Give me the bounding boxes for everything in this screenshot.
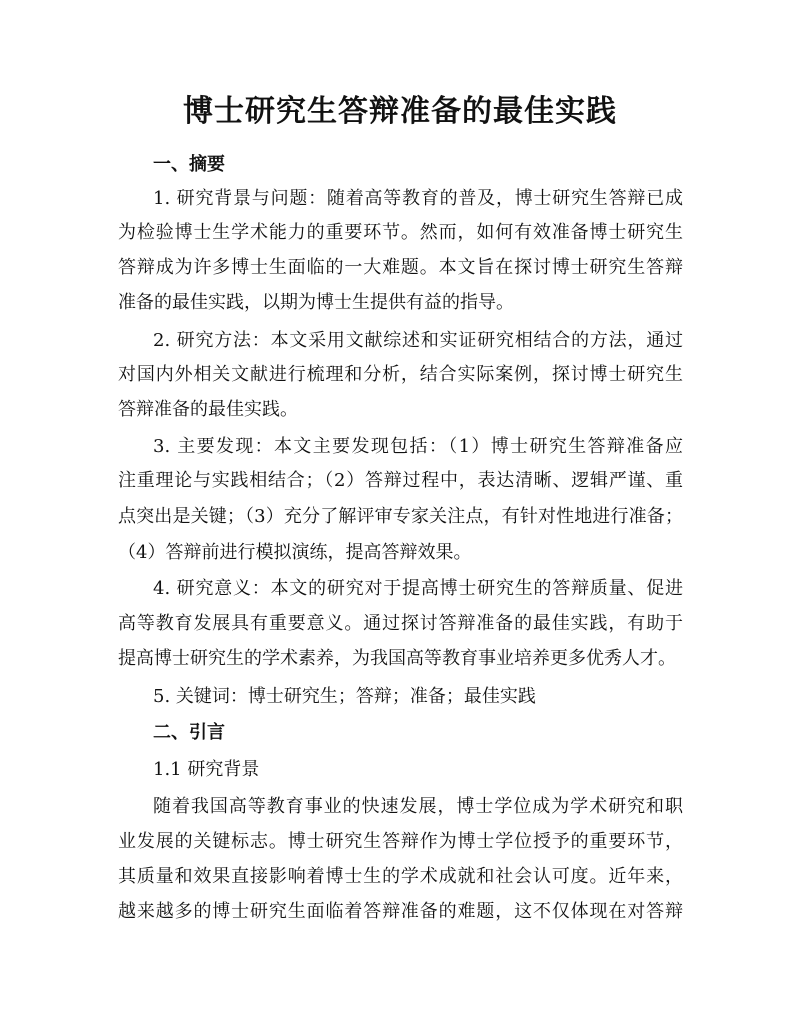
paragraph-line: 1. 研究背景与问题：随着高等教育的普及，博士研究生答辩已成 [153,188,683,209]
paragraph-line: 注重理论与实践相结合；（2）答辩过程中，表达清晰、逻辑严谨、重 [118,470,683,491]
paragraph-line: 答辩成为许多博士生面临的一大难题。本文旨在探讨博士研究生答辩 [118,257,683,278]
paragraph-line: 提高博士研究生的学术素养，为我国高等教育事业培养更多优秀人才。 [118,648,676,669]
keywords-line: 5. 关键词：博士研究生；答辩；准备；最佳实践 [153,686,536,707]
paragraph-line: 高等教育发展具有重要意义。通过探讨答辩准备的最佳实践，有助于 [118,613,683,634]
paragraph-line: 为检验博士生学术能力的重要环节。然而，如何有效准备博士研究生 [118,222,683,243]
document-title: 博士研究生答辩准备的最佳实践 [183,94,617,129]
subsection-heading: 1.1 研究背景 [153,759,260,780]
paragraph-line: 4. 研究意义：本文的研究对于提高博士研究生的答辩质量、促进 [153,578,683,599]
paragraph-line: 2. 研究方法：本文采用文献综述和实证研究相结合的方法，通过 [153,330,683,351]
paragraph-line: 答辩准备的最佳实践。 [118,399,298,420]
paragraph-line: 越来越多的博士研究生面临着答辩准备的难题，这不仅体现在对答辩 [118,901,683,922]
paragraph-line: 对国内外相关文献进行梳理和分析，结合实际案例，探讨博士研究生 [118,364,683,385]
paragraph-line: （4）答辩前进行模拟演练，提高答辩效果。 [118,542,472,563]
paragraph-line: 业发展的关键标志。博士研究生答辩作为博士学位授予的重要环节， [118,831,683,852]
paragraph-line: 准备的最佳实践，以期为博士生提供有益的指导。 [118,292,514,313]
paragraph-line: 点突出是关键；（3）充分了解评审专家关注点，有针对性地进行准备； [118,506,683,527]
section-heading-abstract: 一、摘要 [153,154,225,175]
paragraph-line: 随着我国高等教育事业的快速发展，博士学位成为学术研究和职 [153,796,683,817]
section-heading-intro: 二、引言 [153,722,225,743]
paragraph-line: 3. 主要发现：本文主要发现包括：（1）博士研究生答辩准备应 [153,436,683,457]
paragraph-line: 其质量和效果直接影响着博士生的学术成就和社会认可度。近年来， [118,866,683,887]
